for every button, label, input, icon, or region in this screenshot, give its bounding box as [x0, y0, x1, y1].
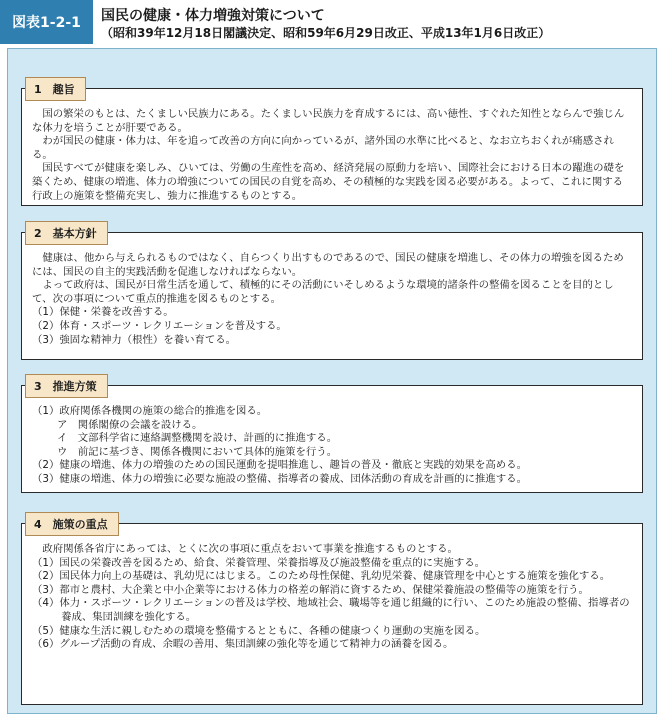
list-item: （1）保健・栄養を改善する。: [32, 306, 174, 319]
section-promotion-measures: [21, 380, 643, 493]
list-item: （1）政府関係各機関の施策の総合的推進を図る。: [32, 405, 268, 417]
section-policy-priorities: [21, 518, 643, 705]
list-item: （3）都市と農村、大企業と中小企業等における体力の格差の解消に資するため、保健栄養施設の整備等の施策を行う。: [32, 583, 589, 596]
list-item: （5）健康な生活に親しむための環境を整備するとともに、各種の健康つくり運動の実施を図る。: [32, 624, 486, 637]
paragraph: 政府関係各省庁にあっては、とくに次の事項に重点をおいて事業を推進するものとする。: [42, 543, 458, 555]
section-tag: 1 趣旨: [25, 77, 86, 101]
sub-item: ア 関係閣僚の会議を設ける。: [56, 418, 203, 431]
section-tag: 4 施策の重点: [25, 512, 119, 536]
list-item: （2）国民体力向上の基礎は、乳幼児にはじまる。このため母性保健、乳幼児栄養、健康管理を中心とする施策を強化する。: [32, 570, 611, 583]
list-item: （3）強固な精神力（根性）を養い育てる。: [32, 333, 237, 346]
list-item: （4）体力・スポーツ・レクリエーションの普及は学校、地域社会、職場等を通じ組織的に行い、このため施設の整備、指導者の養成、集団訓練を強化する。: [32, 597, 630, 623]
list-item: （3）健康の増進、体力の増強に必要な施設の整備、指導者の養成、団体活動の育成を計画的に推進する。: [32, 472, 527, 485]
section-tag: 3 推進方策: [25, 374, 108, 398]
paragraph: 健康は、他から与えられるものではなく、自らつくり出すものであるので、国民の健康を増進し、その体力の増強を図るためには、国民の自主的実践活動を促進しなければならない。: [32, 252, 624, 278]
list-item: （1）国民の栄養改善を図るため、給食、栄養管理、栄養指導及び施設整備を重点的に実施する。: [32, 556, 485, 569]
list-item: （2）健康の増進、体力の増強のための国民運動を提唱推進し、趣旨の普及・徹底と実践的効果を高める。: [32, 459, 527, 472]
paragraph: 国の繁栄のもとは、たくましい民族力にある。たくましい民族力を育成するには、高い徳性、すぐれた知性とならんで強じんな体力を培うことが肝要である。: [32, 108, 625, 134]
section-tag: 2 基本方針: [25, 221, 108, 245]
document-header: [0, 0, 662, 44]
list-item: （2）体育・スポーツ・レクリエーションを普及する。: [32, 319, 287, 332]
paragraph: よって政府は、国民が日常生活を通して、積極的にその活動にいそしめるような環境的諸条件の整備を図ることを目的として、次の事項について重点的推進を図るものとする。: [32, 279, 614, 305]
section-purpose: [21, 83, 643, 206]
paragraph: わが国民の健康・体力は、年を追って改善の方向に向かっているが、諸外国の水準に比べると、なお立ちおくれが痛感される。: [32, 135, 614, 161]
figure-label: 図表1-2-1: [0, 0, 93, 44]
document-subtitle: （昭和39年12月18日閣議決定、昭和59年6月29日改正、平成13年1月6日改正）: [101, 26, 551, 40]
document-title: 国民の健康・体力増強対策について: [101, 8, 325, 24]
sub-item: イ 文部科学省に連絡調整機関を設け、計画的に推進する。: [56, 432, 338, 445]
list-item: （6）グループ活動の育成、余暇の善用、集団訓練の強化等を通じて精神力の涵養を図る。: [32, 638, 454, 651]
sub-item: ウ 前記に基づき、関係各機関において具体的施策を行う。: [56, 445, 338, 458]
section-basic-policy: [21, 227, 643, 360]
paragraph: 国民すべてが健康を楽しみ、ひいては、労働の生産性を高め、経済発展の原動力を培い、国際社会における日本の躍進の礎を築くため、健康の増進、体力の増強についての国民の自覚を高め、その積極的な実践を図る必要がある。よって、これに関する行政上の施策を整備充実し、強力に推進するものとする。: [32, 162, 625, 202]
